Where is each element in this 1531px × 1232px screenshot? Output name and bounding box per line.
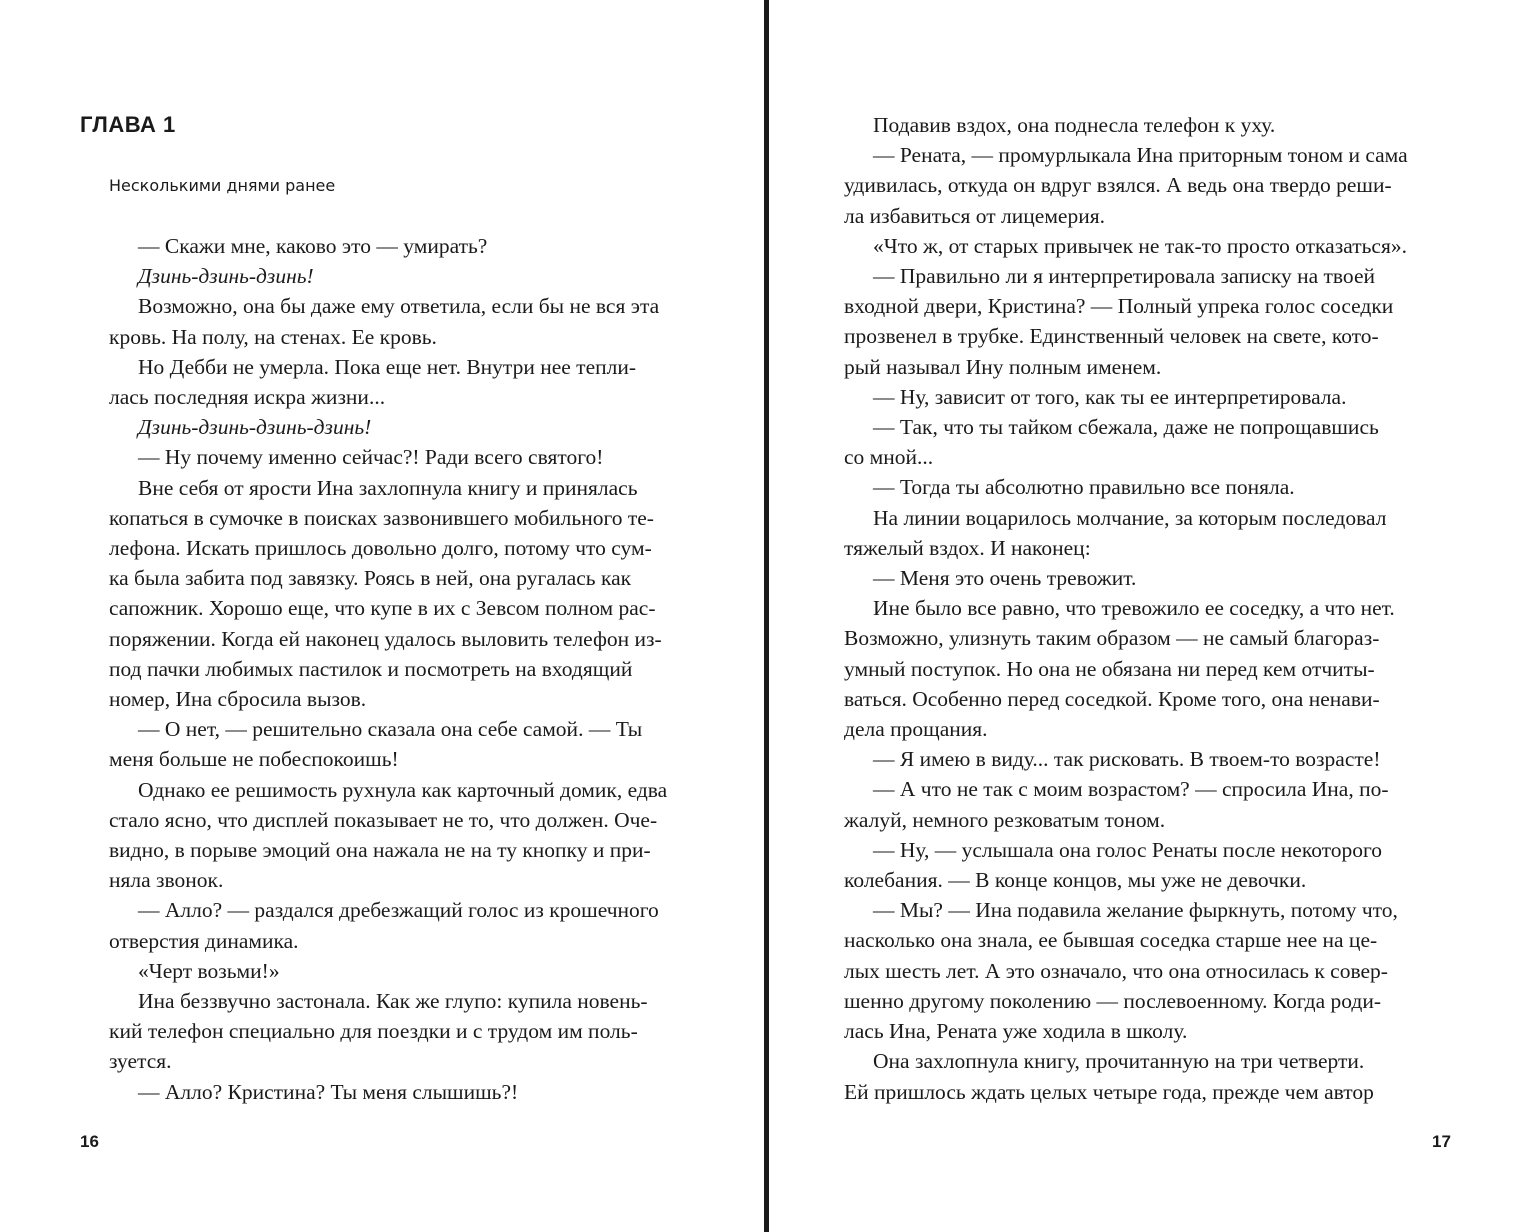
- text-line: Ина беззвучно застонала. Как же глупо: купила новень-: [138, 989, 648, 1014]
- text-line: жалуй, немного резковатым тоном.: [844, 807, 1166, 832]
- text-line: Дзинь-дзинь-дзинь-дзинь!: [138, 415, 372, 440]
- text-line: — Ну, — услышала она голос Ренаты после некоторого: [873, 837, 1383, 862]
- left-page-body: [109, 231, 689, 1107]
- text-line: «Черт возьми!»: [138, 958, 280, 983]
- text-line: Ине было все равно, что тревожило ее соседку, а что нет.: [873, 596, 1395, 621]
- text-line: Дзинь-дзинь-дзинь!: [138, 264, 314, 289]
- left-page: [0, 0, 764, 1232]
- text-line: меня больше не побеспокоишь!: [109, 747, 399, 772]
- text-line: лефона. Искать пришлось довольно долго, потому что сум-: [109, 536, 652, 561]
- text-line: со мной...: [844, 445, 934, 470]
- text-line: — Алло? Кристина? Ты меня слышишь?!: [138, 1079, 519, 1104]
- chapter-subtitle: Несколькими днями ранее: [109, 176, 336, 195]
- text-line: колебания. — В конце концов, мы уже не девочки.: [844, 868, 1307, 893]
- text-line: — Так, что ты тайком сбежала, даже не попрощавшись: [873, 415, 1379, 440]
- page-number-right: 17: [1432, 1132, 1451, 1151]
- chapter-title: ГЛАВА 1: [80, 112, 176, 137]
- text-line: отверстия динамика.: [109, 928, 299, 953]
- text-line: поряжении. Когда ей наконец удалось выловить телефон из-: [109, 626, 662, 651]
- text-line: видно, в порыве эмоций она нажала не на ту кнопку и при-: [109, 838, 651, 863]
- text-line: — А что не так с моим возрастом? — спросила Ина, по-: [873, 777, 1389, 802]
- text-line: сапожник. Хорошо еще, что купе в их с Зевсом полном рас-: [109, 596, 656, 621]
- text-line: На линии воцарилось молчание, за которым последовал: [873, 505, 1387, 530]
- text-line: лых шесть лет. А это означало, что она относилась к совер-: [844, 958, 1388, 983]
- text-line: Однако ее решимость рухнула как карточный домик, едва: [138, 777, 668, 802]
- text-line: насколько она знала, ее бывшая соседка старше нее на це-: [844, 928, 1378, 953]
- text-line: Возможно, она бы даже ему ответила, если бы не вся эта: [138, 294, 660, 319]
- text-line: под пачки любимых пастилок и посмотреть на входящий: [109, 656, 633, 681]
- right-page: [769, 0, 1531, 1232]
- text-line: кровь. На полу, на стенах. Ее кровь.: [109, 324, 437, 349]
- text-line: — Рената, — промурлыкала Ина приторным тоном и сама: [873, 143, 1408, 168]
- text-line: лась Ина, Рената уже ходила в школу.: [844, 1019, 1188, 1044]
- text-line: удивилась, откуда он вдруг взялся. А ведь она твердо реши-: [844, 173, 1392, 198]
- text-line: — Тогда ты абсолютно правильно все поняла.: [873, 475, 1295, 500]
- text-line: Ей пришлось ждать целых четыре года, прежде чем автор: [844, 1079, 1374, 1104]
- text-line: шенно другому поколению — послевоенному. Когда роди-: [844, 988, 1381, 1013]
- text-line: Вне себя от ярости Ина захлопнула книгу и принялась: [138, 475, 638, 500]
- text-line: стало ясно, что дисплей показывает не то, что должен. Оче-: [109, 807, 658, 832]
- text-line: — Мы? — Ина подавила желание фыркнуть, потому что,: [873, 898, 1398, 923]
- text-line: няла звонок.: [109, 868, 224, 893]
- text-line: ка была забита под завязку. Роясь в ней, она ругалась как: [109, 566, 632, 591]
- text-line: дела прощания.: [844, 717, 988, 742]
- text-line: — Ну, зависит от того, как ты ее интерпретировала.: [873, 384, 1347, 409]
- text-line: — Ну почему именно сейчас?! Ради всего святого!: [138, 445, 604, 470]
- page-number-left: 16: [80, 1132, 99, 1151]
- text-line: ваться. Особенно перед соседкой. Кроме того, она ненави-: [844, 686, 1380, 711]
- text-line: Подавив вздох, она поднесла телефон к уху.: [873, 113, 1276, 137]
- text-line: входной двери, Кристина? — Полный упрека голос соседки: [844, 294, 1394, 319]
- text-line: — Я имею в виду... так рисковать. В твоем-то возрасте!: [873, 747, 1381, 772]
- text-line: умный поступок. Но она не обязана ни перед кем отчиты-: [844, 656, 1375, 681]
- text-line: Но Дебби не умерла. Пока еще нет. Внутри нее тепли-: [138, 354, 637, 379]
- text-line: — Меня это очень тревожит.: [873, 566, 1137, 591]
- text-line: — Скажи мне, каково это — умирать?: [138, 234, 488, 258]
- right-page-body: [844, 110, 1424, 1107]
- text-line: Возможно, улизнуть таким образом — не самый благораз-: [844, 626, 1380, 651]
- text-line: тяжелый вздох. И наконец:: [844, 535, 1091, 560]
- text-line: — Правильно ли я интерпретировала записку на твоей: [873, 264, 1375, 289]
- text-line: рый называл Ину полным именем.: [844, 354, 1162, 379]
- text-line: кий телефон специально для поездки и с трудом им поль-: [109, 1019, 638, 1044]
- text-line: — Алло? — раздался дребезжащий голос из крошечного: [138, 898, 659, 923]
- text-line: лась последняя искра жизни...: [109, 385, 386, 410]
- text-line: копаться в сумочке в поисках зазвонившего мобильного те-: [109, 505, 654, 530]
- text-line: номер, Ина сбросила вызов.: [109, 687, 367, 712]
- text-line: прозвенел в трубке. Единственный человек на свете, кото-: [844, 324, 1379, 349]
- text-line: зуется.: [109, 1049, 172, 1074]
- text-line: ла избавиться от лицемерия.: [844, 203, 1105, 228]
- text-line: Она захлопнула книгу, прочитанную на три четверти.: [873, 1049, 1365, 1074]
- text-line: «Что ж, от старых привычек не так-то просто отказаться».: [873, 233, 1407, 258]
- text-line: — О нет, — решительно сказала она себе самой. — Ты: [138, 717, 643, 742]
